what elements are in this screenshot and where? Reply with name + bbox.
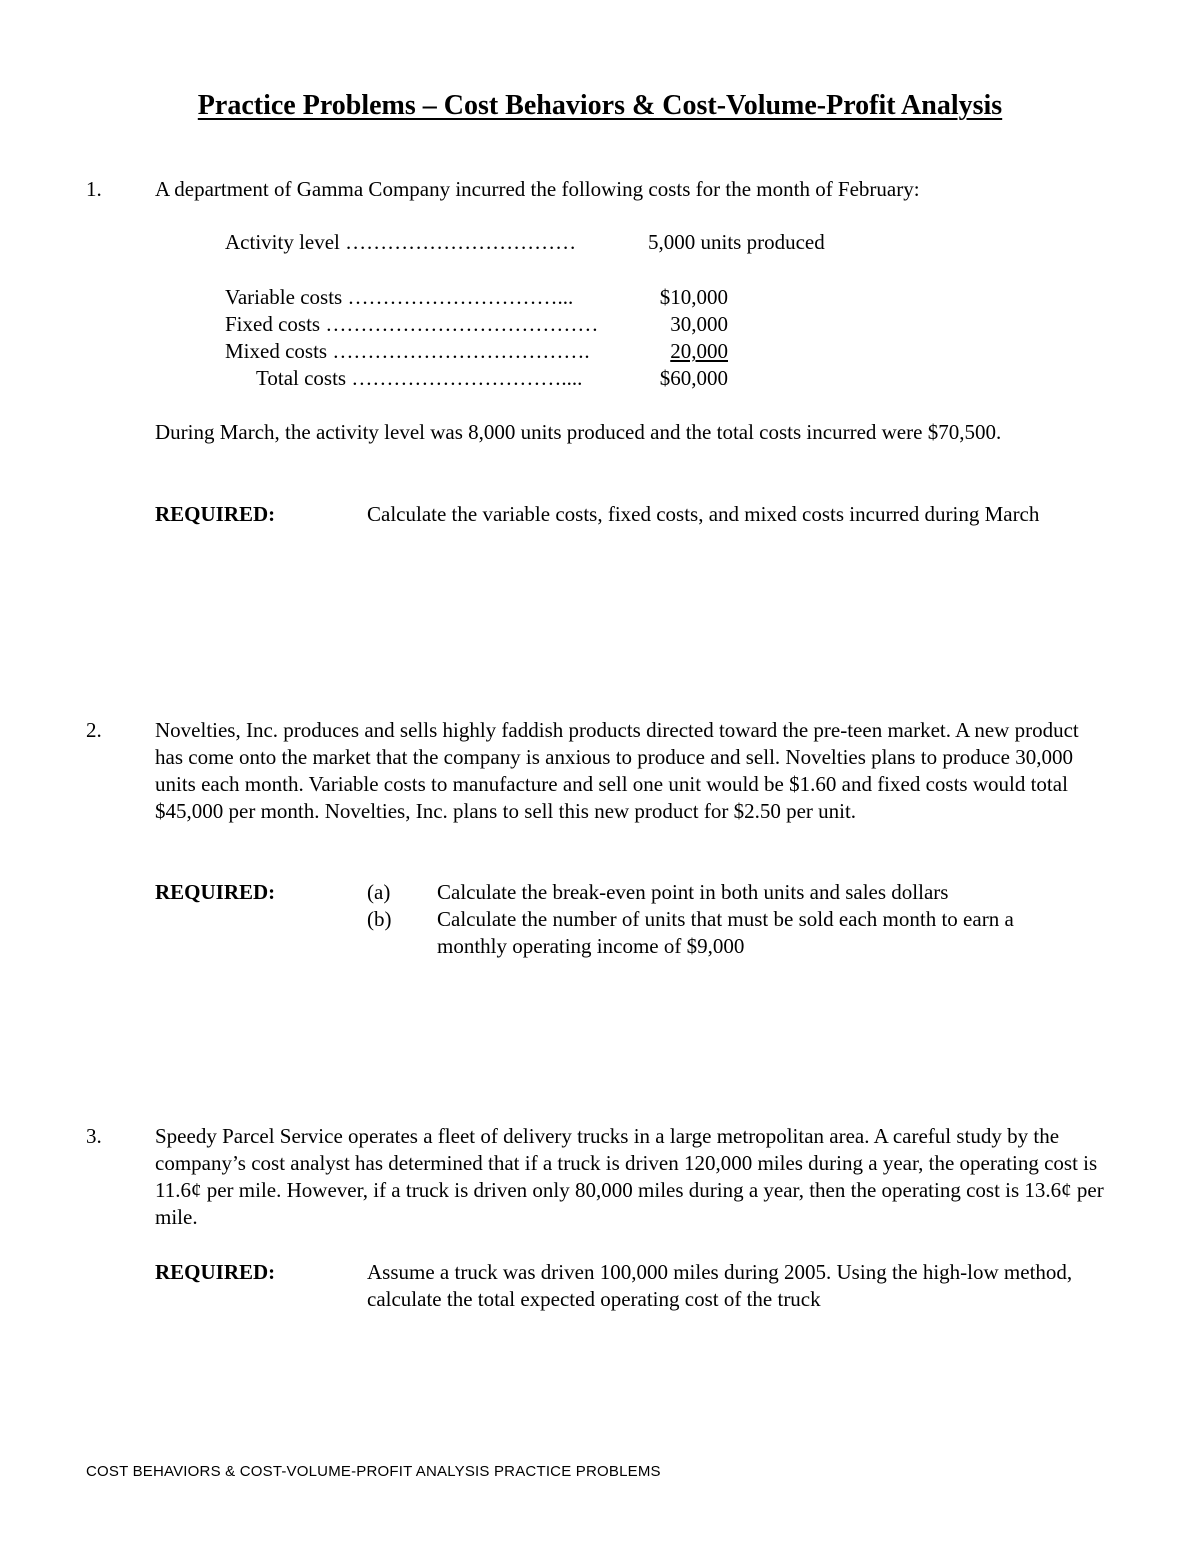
cost-table-fixed-value: 30,000 — [670, 312, 728, 336]
cost-table-total-value: $60,000 — [659, 366, 728, 390]
problem-2-item-b-text: Calculate the number of units that must be sold each month to earn a monthly operating income of $9,000 — [437, 907, 1014, 958]
problem-1-march-text: During March, the activity level was 8,000 units produced and the total costs incurred were $70,500. — [155, 420, 1002, 444]
cost-table-fixed-label: Fixed costs ………………………………… — [225, 312, 599, 336]
cost-table-variable-label: Variable costs …………………………... — [225, 285, 574, 309]
problem-2-item-a-text: Calculate the break-even point in both units and sales dollars — [437, 880, 949, 904]
problem-2-required-label: REQUIRED: — [155, 880, 276, 904]
problem-1-number: 1. — [86, 177, 102, 201]
problem-3-required-text: Assume a truck was driven 100,000 miles during 2005. Using the high-low method, calculate the total expected operating cost of the truck — [367, 1260, 1073, 1311]
problem-2-number: 2. — [86, 718, 102, 742]
problem-2-item-b-letter: (b) — [367, 907, 392, 931]
page-footer: COST BEHAVIORS & COST-VOLUME-PROFIT ANALYSIS PRACTICE PROBLEMS — [86, 1463, 661, 1480]
cost-table-activity-value: 5,000 units produced — [648, 230, 825, 254]
problem-1-required-label: REQUIRED: — [155, 502, 276, 526]
cost-table-total-label: Total costs ………………………….... — [256, 366, 583, 390]
cost-table-activity-label: Activity level …………………………… — [225, 230, 577, 254]
cost-table-mixed-value: 20,000 — [670, 339, 728, 363]
problem-2-item-a-letter: (a) — [367, 880, 391, 904]
page-title: Practice Problems – Cost Behaviors & Cost-Volume-Profit Analysis — [197, 90, 1003, 121]
problem-3-number: 3. — [86, 1124, 102, 1148]
problem-3-text: Speedy Parcel Service operates a fleet of delivery trucks in a large metropolitan area. A careful study by the company’s cost analyst has determined that if a truck is driven 120,000 miles during a year, the operating cost is 11.6¢ per mile. However, if a truck is driven only 80,000 miles during a year, then the operating cost is 13.6¢ per mile. — [155, 1124, 1104, 1229]
problem-1-required-text: Calculate the variable costs, fixed costs, and mixed costs incurred during March — [367, 502, 1040, 526]
problem-3-required-label: REQUIRED: — [155, 1260, 276, 1284]
cost-table-mixed-label: Mixed costs ………………………………. — [225, 339, 590, 363]
problem-1-intro: A department of Gamma Company incurred the following costs for the month of February: — [155, 177, 920, 201]
problem-2-text: Novelties, Inc. produces and sells highly faddish products directed toward the pre-teen market. A new product has come onto the market that the company is anxious to produce and sell. Novelties plans to produce 30,000 units each month. Variable costs to manufacture and sell one unit would be $1.60 and fixed costs would total $45,000 per month. Novelties, Inc. plans to sell this new product for $2.50 per unit. — [155, 718, 1079, 823]
cost-table-variable-value: $10,000 — [659, 285, 728, 309]
